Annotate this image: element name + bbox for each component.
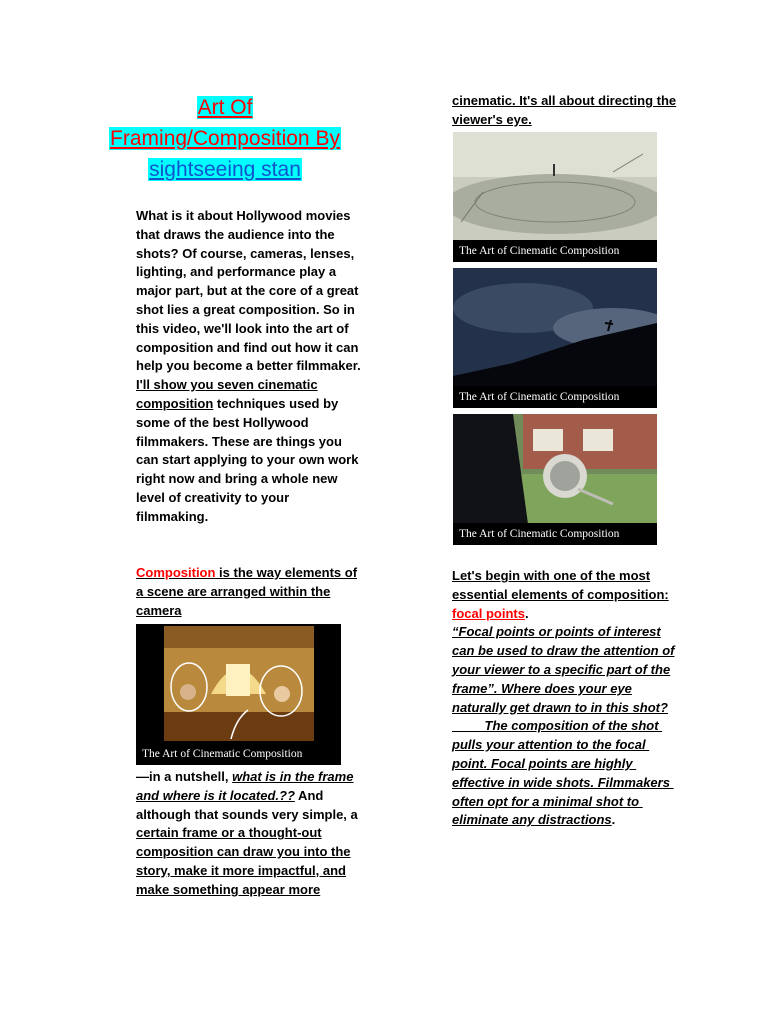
- film-still-3: [453, 268, 657, 408]
- title-author-link[interactable]: sightseeing stan: [149, 158, 301, 181]
- still-1-caption: The Art of Cinematic Composition: [136, 743, 341, 765]
- title-line-2: Framing/Composition By: [110, 127, 340, 150]
- intro-underlined: I'll show you seven cinematic composition: [136, 377, 318, 411]
- focal-points-section: [452, 567, 682, 830]
- still-3-caption: The Art of Cinematic Composition: [453, 386, 657, 408]
- composition-term: Composition: [136, 565, 216, 580]
- period: .: [524, 605, 529, 621]
- pulls-paragraph: The composition of the shot pulls your attention to the focal point. Focal points are highly effective in wide shots. Filmmakers often opt for a minimal shot to eliminate any distractions: [452, 718, 674, 828]
- focal-points-term: focal points: [452, 605, 525, 621]
- simple-underlined: certain frame or a thought-out composition can draw you into the story, make it more impactful, and make something appear more: [136, 825, 351, 897]
- film-still-4: [453, 414, 657, 545]
- nutshell-italic: what is in the frame and where is it located.??: [136, 769, 354, 803]
- intro-text: What is it about Hollywood movies that draws the audience into the shots? Of course, cameras, lenses, lighting, and performance play a major part, but at the core of a great shot lies a great composition. So in this video, we'll look into the art of composition and find out how it can help you become a better filmmaker.: [136, 208, 361, 374]
- composition-def-text: is the way elements of a scene are arranged within the camera: [136, 565, 358, 618]
- film-still-2: [453, 132, 657, 262]
- nutshell-lead: —in a nutshell,: [136, 769, 233, 784]
- title-line-1: Art Of: [197, 96, 253, 119]
- page-title: [80, 92, 370, 185]
- nutshell-paragraph: [136, 768, 368, 900]
- still-4-caption: The Art of Cinematic Composition: [453, 523, 657, 545]
- film-still-1: [136, 624, 341, 765]
- simple-text: And although that sounds very simple, a: [136, 787, 358, 822]
- intro-paragraph: [136, 207, 364, 527]
- intro-end-text: techniques used by some of the best Hollywood filmmakers. These are things you can start applying to your own work right now and bring a whole new level of creativity to your filmmaking.: [136, 395, 359, 524]
- begin-text: Let's begin with one of the most essential elements of composition:: [452, 568, 669, 602]
- composition-definition: [136, 564, 366, 620]
- end-period: .: [611, 812, 616, 828]
- still-2-caption: The Art of Cinematic Composition: [453, 240, 657, 262]
- focal-quote: “Focal points or points of interest can be used to draw the attention of your viewer to a specific part of the frame”. Where does your eye naturally get drawn to in this shot?: [452, 624, 675, 715]
- continuation-paragraph: cinematic. It's all about directing the viewer's eye.: [452, 93, 677, 127]
